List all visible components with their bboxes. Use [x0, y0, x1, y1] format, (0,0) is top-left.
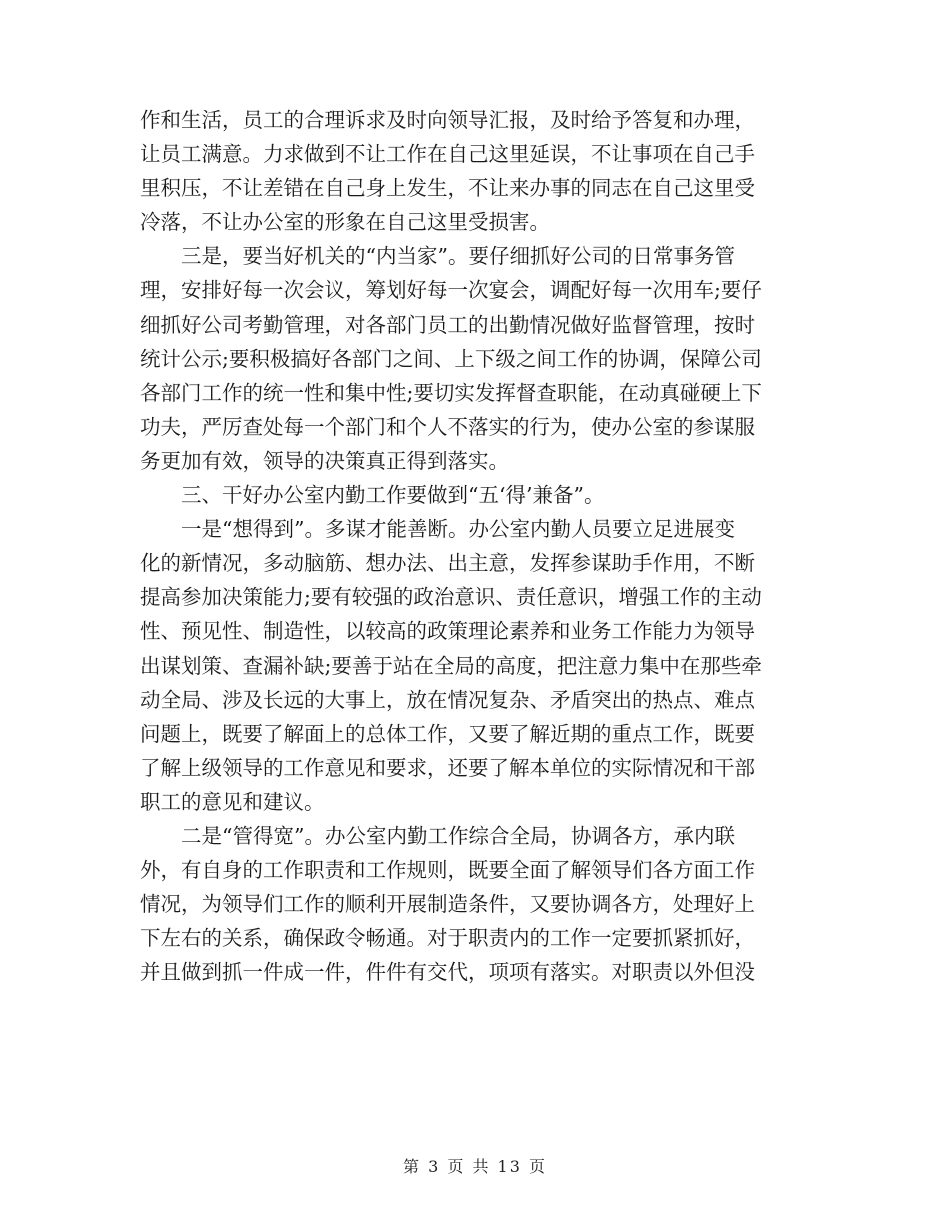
text-line: 化的新情况，多动脑筋、想办法、出主意，发挥参谋助手作用，不断 [140, 551, 755, 576]
text-line: 并且做到抓一件成一件，件件有交代，项项有落实。对职责以外但没 [140, 960, 755, 985]
text-line: 冷落，不让办公室的形象在自己这里受损害。 [140, 210, 550, 235]
text-line: 里积压，不让差错在自己身上发生，不让来办事的同志在自己这里受 [140, 176, 755, 201]
text-line: 外，有自身的工作职责和工作规则，既要全面了解领导们各方面工作 [140, 858, 755, 883]
text-line: 二是“管得宽”。办公室内勤工作综合全局，协调各方，承内联 [140, 823, 735, 848]
text-line: 出谋划策、查漏补缺;要善于站在全局的高度，把注意力集中在那些牵 [140, 653, 762, 678]
text-line: 各部门工作的统一性和集中性;要切实发挥督查职能，在动真碰硬上下 [140, 380, 762, 405]
text-line: 理，安排好每一次会议，筹划好每一次宴会，调配好每一次用车;要仔 [140, 278, 762, 303]
text-line: 务更加有效，领导的决策真正得到落实。 [140, 448, 509, 473]
page-footer: 第 3 页 共 13 页 [403, 1157, 547, 1176]
text-line: 动全局、涉及长远的大事上，放在情况复杂、矛盾突出的热点、难点 [140, 687, 755, 712]
text-line: 让员工满意。力求做到不让工作在自己这里延误，不让事项在自己手 [140, 142, 755, 167]
text-line: 一是“想得到”。多谋才能善断。办公室内勤人员要立足进展变 [140, 517, 735, 542]
text-line: 情况，为领导们工作的顺利开展制造条件，又要协调各方，处理好上 [140, 892, 755, 917]
text-line: 细抓好公司考勤管理，对各部门员工的出勤情况做好监督管理，按时 [140, 312, 755, 337]
text-line: 问题上，既要了解面上的总体工作，又要了解近期的重点工作，既要 [140, 721, 755, 746]
text-line: 下左右的关系，确保政令畅通。对于职责内的工作一定要抓紧抓好， [140, 926, 755, 951]
text-line: 统计公示;要积极搞好各部门之间、上下级之间工作的协调，保障公司 [140, 346, 762, 371]
text-line: 作和生活，员工的合理诉求及时向领导汇报，及时给予答复和办理， [140, 108, 755, 132]
section-heading: 三、干好办公室内勤工作要做到“五‘得’兼备”。 [140, 483, 605, 508]
body-text [140, 103, 800, 989]
text-line: 三是，要当好机关的“内当家”。要仔细抓好公司的日常事务管 [140, 244, 735, 269]
text-line: 了解上级领导的工作意见和要求，还要了解本单位的实际情况和干部 [140, 755, 755, 780]
text-line: 职工的意见和建议。 [140, 789, 325, 814]
text-line: 提高参加决策能力;要有较强的政治意识、责任意识，增强工作的主动 [140, 585, 762, 610]
text-line: 功夫，严厉查处每一个部门和个人不落实的行为，使办公室的参谋服 [140, 414, 755, 439]
text-line: 性、预见性、制造性，以较高的政策理论素养和业务工作能力为领导 [140, 619, 755, 644]
